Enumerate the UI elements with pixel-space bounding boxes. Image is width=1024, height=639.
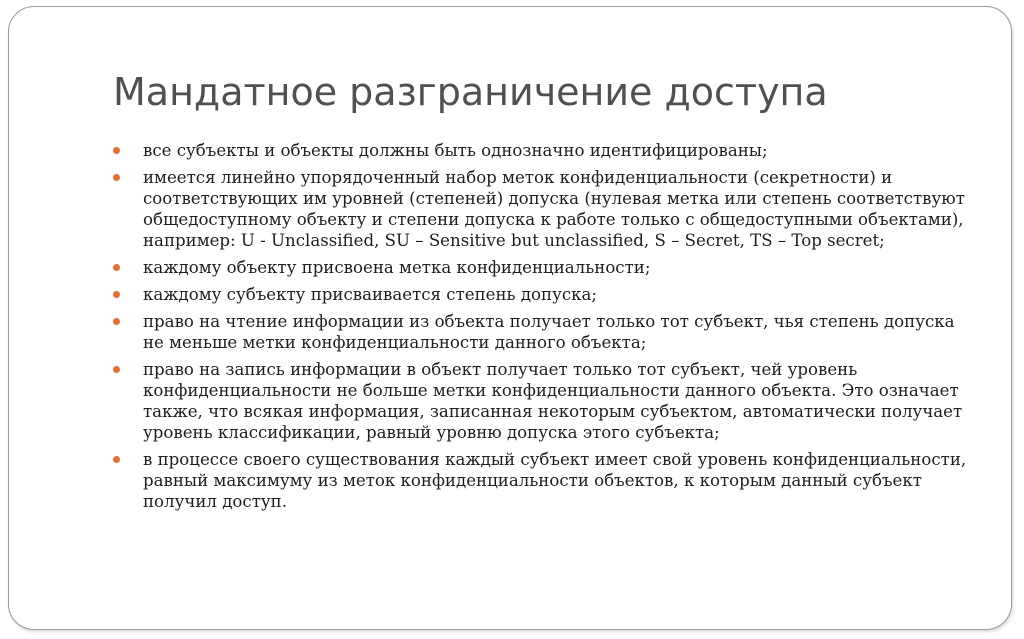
list-item: [113, 257, 973, 278]
bullet-icon: [113, 174, 120, 181]
bullet-text: право на запись информации в объект получает только тот субъект, чей уровень конфиденциальности не больше метки конфиденциальности данного объекта. Это означает также, что всякая информация, записанная некоторым субъектом, автоматически получает уровень классификации, равный уровню допуска этого субъекта;: [143, 360, 963, 442]
bullet-icon: [113, 456, 120, 463]
bullet-icon: [113, 291, 120, 298]
bullet-text: каждому субъекту присваивается степень допуска;: [143, 285, 598, 304]
bullet-icon: [113, 366, 120, 373]
list-item: [113, 140, 973, 161]
list-item: [113, 167, 973, 251]
bullet-icon: [113, 318, 120, 325]
list-item: [113, 284, 973, 305]
list-item: [113, 311, 973, 353]
bullet-text: право на чтение информации из объекта получает только тот субъект, чья степень допуска не меньше метки конфиденциальности данного объекта;: [143, 312, 955, 352]
bullet-text: все субъекты и объекты должны быть однозначно идентифицированы;: [143, 141, 768, 160]
bullet-icon: [113, 264, 120, 271]
list-item: [113, 359, 973, 443]
bullet-icon: [113, 147, 120, 154]
bullet-list: [113, 140, 973, 518]
list-item: [113, 449, 973, 512]
slide-title: Мандатное разграничение доступа: [113, 70, 828, 114]
bullet-text: каждому объекту присвоена метка конфиденциальности;: [143, 258, 651, 277]
bullet-text: в процессе своего существования каждый субъект имеет свой уровень конфиденциальности, равный максимуму из меток конфиденциальности объектов, к которым данный субъект получил доступ.: [143, 450, 967, 511]
bullet-text: имеется линейно упорядоченный набор меток конфиденциальности (секретности) и соответствующих им уровней (степеней) допуска (нулевая метка или степень соответствуют общедоступному объекту и степени допуска к работе только с общедоступными объектами), например: U - Unclassified, SU – Sensitive but unclassified, S – Secret, TS – Top secret;: [143, 168, 965, 250]
